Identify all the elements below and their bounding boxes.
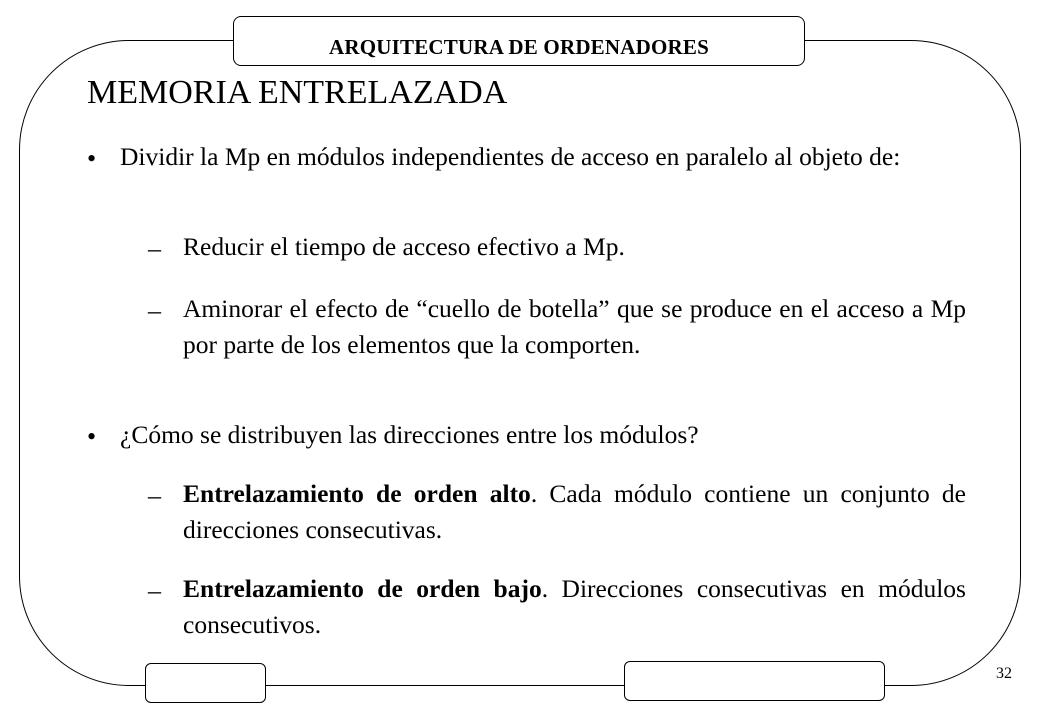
dash-marker: – [148,576,161,605]
subitem-2-2 [183,571,966,643]
subitem-2-1-desc: . Cada módulo contiene un conjunto de direcciones consecutivas. [183,479,966,544]
header-title: ARQUITECTURA DE ORDENADORES [329,35,709,59]
bullet-item-2: ¿Cómo se distribuyen las direcciones entre los módulos? [120,420,699,449]
bullet-item-1: Dividir la Mp en módulos independientes de acceso en paralelo al objeto de: [120,142,901,171]
subitem-1-1: Reducir el tiempo de acceso efectivo a Mp. [183,232,625,261]
subitem-2-2-desc: . Direcciones consecutivas en módulos consecutivos. [183,574,966,639]
slide-title: MEMORIA ENTRELAZADA [87,74,508,111]
page-number: 32 [996,665,1012,682]
dash-marker: – [148,234,161,263]
subitem-2-2-term: Entrelazamiento de orden bajo [183,574,542,603]
subitem-2-1 [183,476,966,548]
bullet-marker: • [87,144,97,173]
footer-box-left [145,663,266,703]
subitem-1-2: Aminorar el efecto de “cuello de botella” que se produce en el acceso a Mp por parte de los elementos que la comporten. [183,294,966,359]
header-box [233,16,805,66]
bullet-marker: • [87,422,97,451]
footer-box-right [624,661,885,701]
dash-marker: – [148,481,161,510]
dash-marker: – [148,296,161,325]
subitem-2-1-term: Entrelazamiento de orden alto [183,479,531,508]
